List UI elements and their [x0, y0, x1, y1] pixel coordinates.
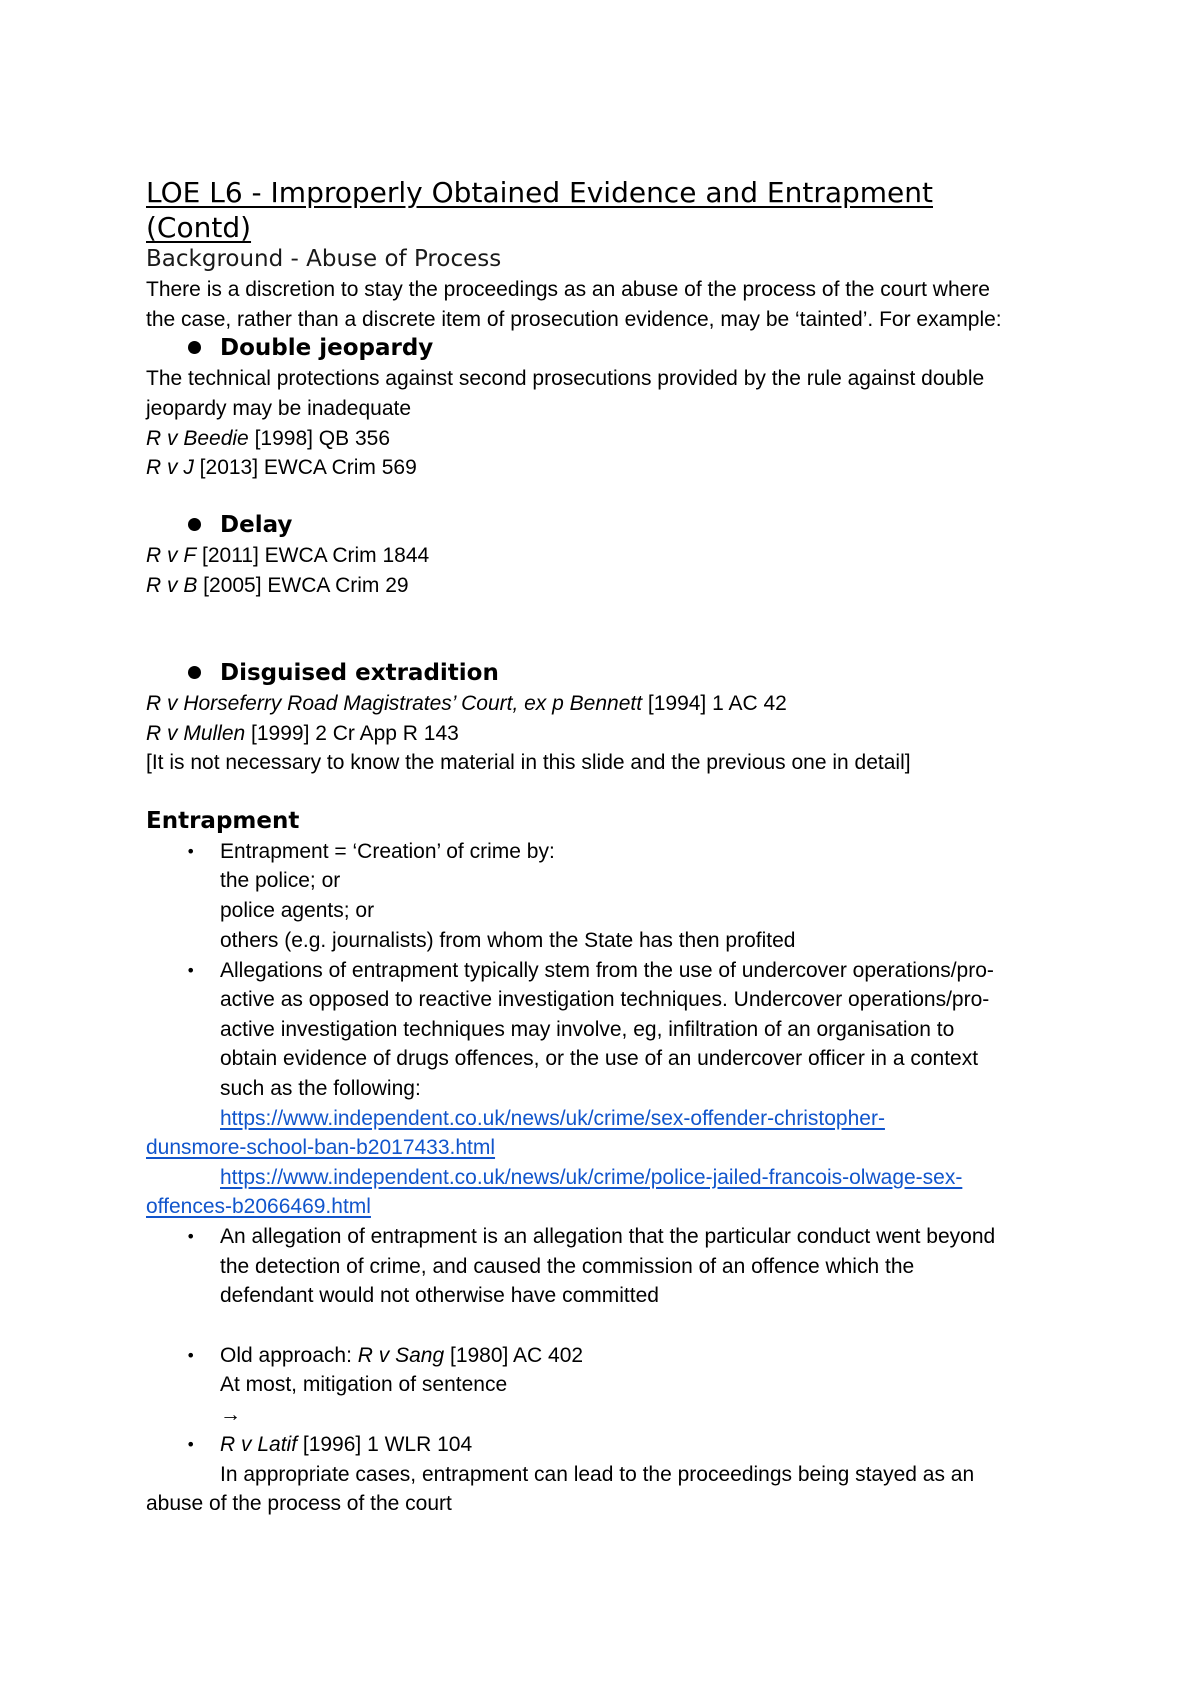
- list-item-line: In appropriate cases, entrapment can lead to the proceedings being stayed as an: [220, 1463, 975, 1486]
- case-citation: [146, 424, 390, 454]
- case-name: R v Sang: [357, 1344, 445, 1367]
- list-item-line: abuse of the process of the court: [146, 1492, 452, 1515]
- news-link-2[interactable]: https://www.independent.co.uk/news/uk/crime/police-jailed-francois-olwage-sex-: [220, 1166, 963, 1189]
- heading-delay: Delay: [220, 512, 293, 538]
- section-subtitle: Background - Abuse of Process: [146, 246, 502, 272]
- note-text: [It is not necessary to know the material in this slide and the previous one in detail]: [146, 751, 911, 774]
- case-name: R v J: [146, 456, 194, 479]
- case-name: R v Beedie: [146, 427, 249, 450]
- intro-text-line-1: There is a discretion to stay the proceedings as an abuse of the process of the court where: [146, 278, 990, 301]
- case-cite: [1998] QB 356: [248, 427, 391, 450]
- news-link-1[interactable]: https://www.independent.co.uk/news/uk/crime/sex-offender-christopher-: [220, 1107, 885, 1130]
- case-name: R v B: [146, 574, 198, 597]
- case-cite: [1980] AC 402: [444, 1344, 584, 1367]
- case-cite: [1999] 2 Cr App R 143: [245, 722, 459, 745]
- list-item-line: An allegation of entrapment is an allegation that the particular conduct went beyond: [220, 1225, 996, 1248]
- heading-double-jeopardy: Double jeopardy: [220, 335, 434, 361]
- case-name: R v Horseferry Road Magistrates’ Court, ex p Bennett: [146, 692, 643, 715]
- list-item-line: the detection of crime, and caused the commission of an offence which the: [220, 1255, 915, 1278]
- arrow-right-icon: →: [220, 1403, 241, 1426]
- case-cite: [2005] EWCA Crim 29: [197, 574, 409, 597]
- list-item-line: [220, 1341, 583, 1371]
- case-name: R v F: [146, 544, 197, 567]
- case-citation: [146, 689, 787, 719]
- heading-disguised-extradition: Disguised extradition: [220, 660, 499, 686]
- case-cite: [2011] EWCA Crim 1844: [196, 544, 430, 567]
- bullet-dot-icon: [188, 666, 201, 679]
- page-title-line-2: (Contd): [146, 211, 252, 244]
- list-item-line: At most, mitigation of sentence: [220, 1373, 508, 1396]
- bullet-icon: •: [186, 961, 196, 980]
- case-citation: [146, 719, 459, 749]
- list-item-line: Entrapment = ‘Creation’ of crime by:: [220, 840, 555, 863]
- case-name: R v Mullen: [146, 722, 246, 745]
- case-citation: [146, 571, 409, 601]
- list-item-line: others (e.g. journalists) from whom the State has then profited: [220, 929, 796, 952]
- list-item-line: active as opposed to reactive investigation techniques. Undercover operations/pro-: [220, 988, 990, 1011]
- bullet-icon: •: [186, 1346, 196, 1365]
- heading-entrapment: Entrapment: [146, 808, 300, 834]
- list-item-line: active investigation techniques may involve, eg, infiltration of an organisation to: [220, 1018, 955, 1041]
- news-link-1-cont[interactable]: dunsmore-school-ban-b2017433.html: [146, 1136, 496, 1159]
- list-item-line: police agents; or: [220, 899, 375, 922]
- case-cite: [1994] 1 AC 42: [642, 692, 787, 715]
- bullet-icon: •: [186, 1435, 196, 1454]
- list-item-line: [220, 1430, 472, 1460]
- case-citation: [146, 541, 429, 571]
- news-link-2-cont[interactable]: offences-b2066469.html: [146, 1195, 371, 1218]
- paragraph-line: The technical protections against second prosecutions provided by the rule against double: [146, 367, 985, 390]
- bullet-icon: •: [186, 1227, 196, 1246]
- case-citation: [146, 453, 417, 483]
- case-name: R v Latif: [220, 1433, 298, 1456]
- intro-text-line-2: the case, rather than a discrete item of prosecution evidence, may be ‘tainted’. For example:: [146, 308, 1002, 331]
- list-item-line: the police; or: [220, 869, 341, 892]
- case-cite: [1996] 1 WLR 104: [297, 1433, 473, 1456]
- list-item-line: such as the following:: [220, 1077, 421, 1100]
- old-approach-label: Old approach:: [220, 1344, 358, 1367]
- page-title-line-1: LOE L6 - Improperly Obtained Evidence and Entrapment: [146, 176, 933, 209]
- bullet-dot-icon: [188, 518, 201, 531]
- list-item-line: defendant would not otherwise have committed: [220, 1284, 659, 1307]
- list-item-line: obtain evidence of drugs offences, or the use of an undercover officer in a context: [220, 1047, 979, 1070]
- paragraph-line: jeopardy may be inadequate: [146, 397, 412, 420]
- case-cite: [2013] EWCA Crim 569: [193, 456, 417, 479]
- bullet-icon: •: [186, 842, 196, 861]
- bullet-dot-icon: [188, 341, 201, 354]
- list-item-line: Allegations of entrapment typically stem from the use of undercover operations/pro-: [220, 959, 994, 982]
